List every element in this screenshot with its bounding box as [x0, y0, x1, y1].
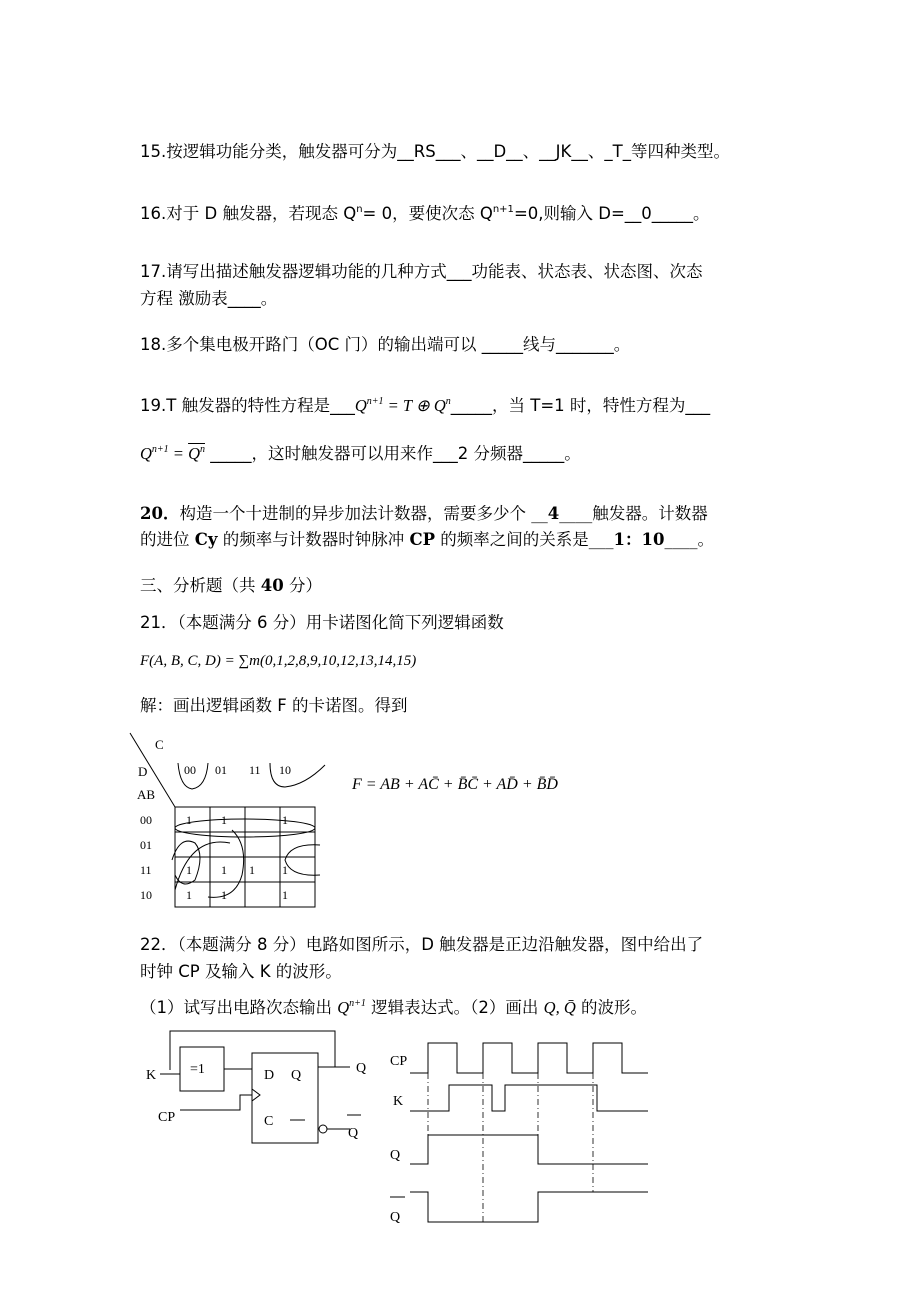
question-16: 16.对于 D 触发器，若现态 $Q^n= 0$，要使次态 $Q^{n+1}=0$,则输入 D=__0_____。 [140, 204, 710, 223]
circuit-k-label: K [146, 1068, 157, 1083]
kmap-cell: 1 [186, 863, 192, 877]
kmap-result-expression: F = AB + AC̄ + B̄C̄ + AD̄ + B̄D̄ [352, 776, 558, 793]
kmap-d-label: D [138, 764, 148, 779]
xor-label: =1 [190, 1062, 205, 1077]
circuit-cp-label: CP [158, 1110, 176, 1125]
cp-waveform [410, 1043, 648, 1073]
qbar-waveform [410, 1192, 648, 1222]
kmap-row-0: 00 [140, 813, 152, 827]
kmap-cell: 1 [186, 813, 192, 827]
kmap-col-1: 01 [215, 763, 227, 777]
kmap-grouping-loops [172, 763, 325, 897]
wave-cp-label: CP [390, 1054, 408, 1069]
kmap-cell: 1 [249, 863, 255, 877]
wave-qbar-label: Q [390, 1210, 401, 1225]
question-19-line2: $Q^{n+1} = Q^n$ _____，这时触发器可以用来作___2 分频器_____。 [140, 444, 581, 463]
wave-k-label: K [393, 1094, 404, 1109]
d-flip-flop [252, 1053, 318, 1143]
q-waveform [410, 1135, 648, 1164]
kmap-cell: 1 [282, 888, 288, 902]
ff-d-label: D [264, 1068, 275, 1083]
question-21-solution: 解：画出逻辑函数 F 的卡诺图。得到 [140, 696, 408, 715]
question-22-line1: 22．（本题满分 8 分）电路如图所示，D 触发器是正边沿触发器，图中给出了 [140, 935, 704, 954]
kmap-cell: 1 [282, 813, 288, 827]
k-waveform [410, 1085, 648, 1111]
kmap-cell: 1 [221, 863, 227, 877]
question-21-title: 21．（本题满分 6 分）用卡诺图化简下列逻辑函数 [140, 613, 504, 632]
kmap-col-2: 11 [249, 763, 261, 777]
question-17-line2: 方程 激励表____。 [140, 289, 278, 308]
question-21-function: F(A, B, C, D) = ∑m(0,1,2,8,9,10,12,13,14,15) [140, 653, 417, 669]
kmap-col-0: 00 [184, 763, 196, 777]
flip-flop-circuit-diagram [140, 1025, 380, 1150]
ff-c-label: C [264, 1114, 274, 1129]
kmap-cell: 1 [186, 888, 192, 902]
kmap-row-2: 11 [140, 863, 152, 877]
section-3-heading: 三、分析题（共 40 分） [140, 576, 322, 595]
kmap-row-3: 10 [140, 888, 152, 902]
kmap-cell: 1 [282, 863, 288, 877]
question-18: 18.多个集电极开路门（OC 门）的输出端可以 _____线与_______。 [140, 335, 631, 354]
output-q-label: Q [356, 1061, 367, 1076]
question-20-line1: 20．构造一个十进制的异步加法计数器，需要多少个 __4____触发器。计数器 [140, 504, 708, 523]
question-20-line2: 的进位 Cy 的频率与计数器时钟脉冲 CP 的频率之间的关系是___1：10____。 [140, 530, 714, 549]
question-17-line1: 17.请写出描述触发器逻辑功能的几种方式___功能表、状态表、状态图、次态 [140, 262, 703, 281]
karnaugh-map [120, 725, 330, 915]
question-19-line1: 19.T 触发器的特性方程是$\_\_\_Q^{n+1} = T$ ⊕ $Q^n\_\_\_\_\_$，当 T=1 时，特性方程为___ [140, 396, 711, 415]
kmap-row-1: 01 [140, 838, 152, 852]
question-15: 15.按逻辑功能分类，触发器可分为__RS___、__D__、__JK__、_T_等四种类型。 [140, 142, 730, 161]
question-22-line2: 时钟 CP 及输入 K 的波形。 [140, 962, 342, 981]
kmap-cell: 1 [221, 813, 227, 827]
kmap-ab-label: AB [137, 787, 156, 802]
kmap-cell: 1 [221, 888, 227, 902]
clock-edge-guides [428, 1073, 593, 1222]
kmap-col-3: 10 [279, 763, 291, 777]
waveform-diagram [385, 1035, 655, 1230]
question-22-subquestions: （1）试写出电路次态输出 $Q^{n+1}$ 逻辑表达式。（2）画出 Q, Q̄ 的波形。 [140, 998, 648, 1017]
kmap-c-label: C [155, 737, 164, 752]
ff-q-label: Q [291, 1068, 302, 1083]
wave-q-label: Q [390, 1148, 401, 1163]
output-qbar-label: Q [348, 1126, 359, 1141]
